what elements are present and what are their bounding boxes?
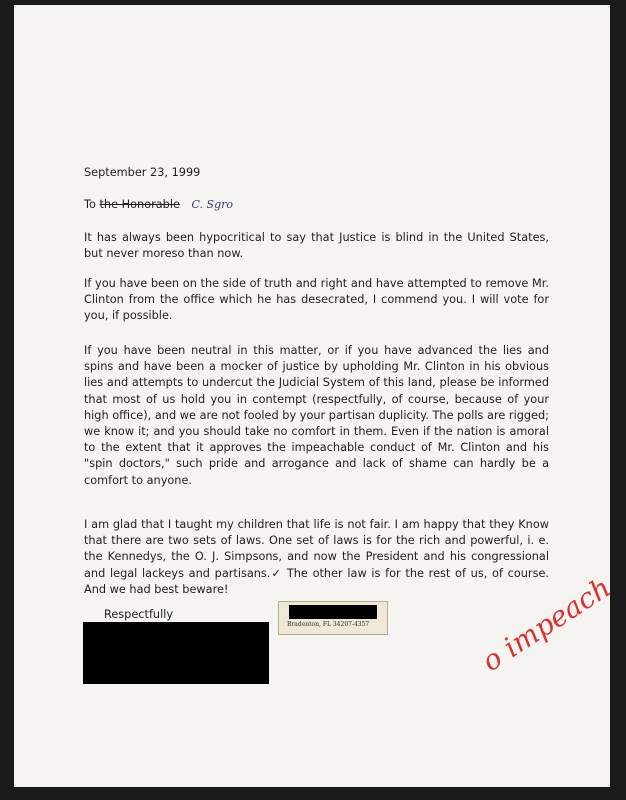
salutation-to: To bbox=[84, 198, 96, 211]
struck-honorable: the Honorable bbox=[99, 198, 180, 211]
paragraph-4: I am glad that I taught my children that life is not fair. I am happy that they Know that there are two sets of laws. One set of laws is for the rich and powerful, i. e. the Kennedys, the O. J. Simpsons, and now the President and his congressional and legal lackeys and partisans.✓ The other law is for the rest of us, of course. And we had best beware! bbox=[84, 518, 549, 596]
address-label bbox=[278, 601, 388, 635]
letter-date: September 23, 1999 bbox=[84, 166, 201, 179]
redacted-signature-block bbox=[83, 622, 269, 684]
closing: Respectfully bbox=[104, 608, 174, 621]
handwritten-annotation: o impeach bbox=[476, 570, 617, 678]
handwritten-recipient: C. Sgro bbox=[191, 198, 234, 211]
paragraph-2: If you have been on the side of truth and right and have attempted to remove Mr. Clinton from the office which he has desecrated, I commend you. I will vote for you, if possible. bbox=[84, 277, 549, 323]
paragraph-3: If you have been neutral in this matter, or if you have advanced the lies and spins and have been a mocker of justice by upholding Mr. Clinton in his obvious lies and attempts to undercut the Judicial System of this land, please be informed that most of us hold you in contempt (respectfully, of course, because of your high office), and we are not fooled by your partisan duplicity. The polls are rigged; we know it; and you should take no comfort in them. Even if the nation is amoral to the extent that it approves the impeachable conduct of Mr. Clinton and his "spin doctors," such pride and arrogance and lack of shame can hardly be a comfort to anyone. bbox=[84, 344, 549, 487]
letter-page bbox=[14, 5, 617, 787]
salutation bbox=[84, 197, 233, 213]
address-city-line: Bradenton, FL 34207-4357 bbox=[287, 621, 370, 628]
redacted-sender-name bbox=[289, 605, 377, 619]
paragraph-1: It has always been hypocritical to say that Justice is blind in the United States, but never moreso than now. bbox=[84, 231, 549, 261]
